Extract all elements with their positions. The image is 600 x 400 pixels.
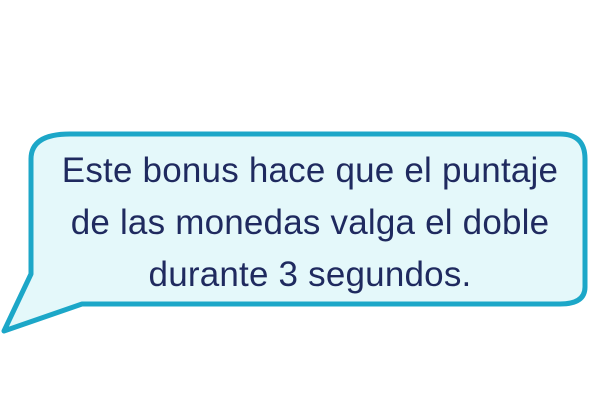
- dialog-message: Este bonus hace que el puntaje de las monedas valga el doble durante 3 segundos.: [61, 150, 559, 294]
